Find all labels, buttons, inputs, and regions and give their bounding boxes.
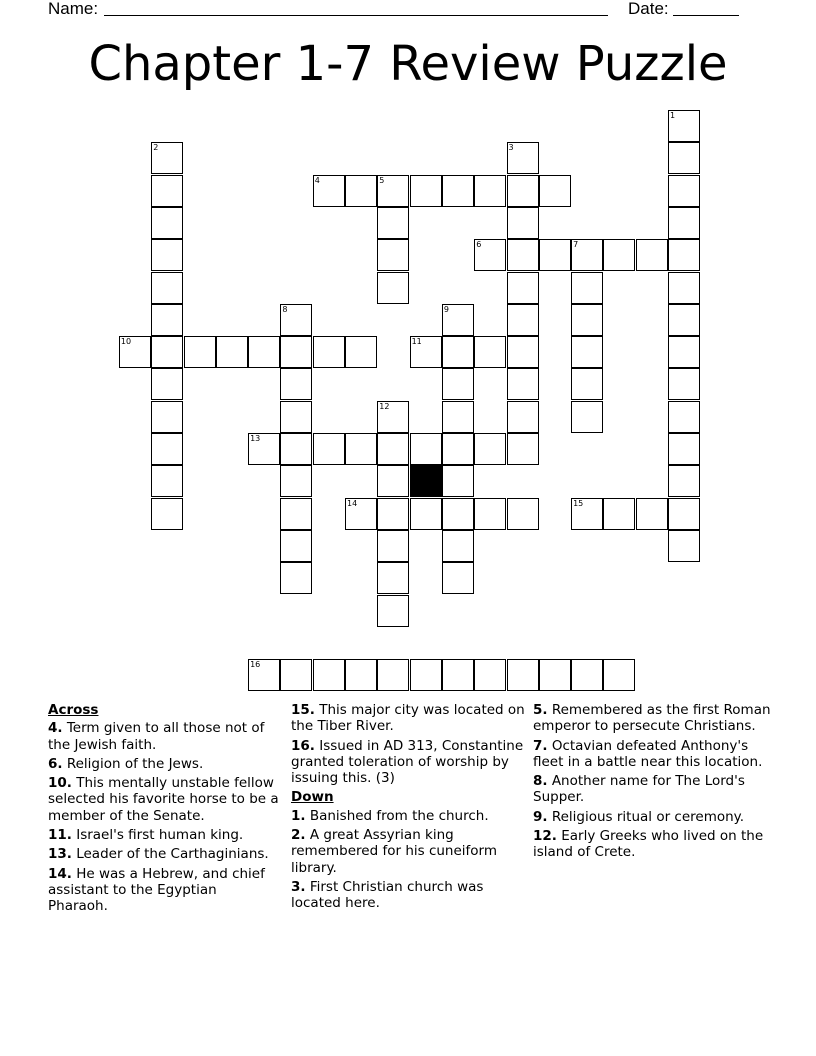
grid-cell[interactable]	[280, 498, 312, 530]
grid-cell[interactable]	[313, 433, 345, 465]
grid-cell[interactable]	[603, 498, 635, 530]
clue-number: 6.	[48, 755, 63, 772]
grid-cell[interactable]	[668, 304, 700, 336]
clue-item	[533, 773, 773, 806]
clue-number: 1.	[291, 807, 306, 824]
grid-cell[interactable]	[442, 336, 474, 368]
grid-cell[interactable]	[313, 659, 345, 691]
across-clue-list-continued	[291, 702, 527, 786]
grid-cell[interactable]	[507, 659, 539, 691]
clue-item	[48, 827, 280, 843]
grid-cell[interactable]	[377, 465, 409, 497]
clue-text: He was a Hebrew, and chief assistant to the Egyptian Pharaoh.	[48, 865, 265, 915]
grid-cell[interactable]	[410, 498, 442, 530]
grid-cell[interactable]	[507, 175, 539, 207]
grid-cell[interactable]	[668, 368, 700, 400]
clue-column-2	[291, 702, 527, 915]
cell-number: 12	[379, 401, 390, 411]
grid-cell[interactable]	[442, 659, 474, 691]
grid-cell[interactable]	[248, 659, 280, 691]
grid-cell[interactable]	[474, 175, 506, 207]
grid-cell[interactable]	[151, 142, 183, 174]
clue-number: 15.	[291, 702, 315, 718]
grid-cell[interactable]	[377, 595, 409, 627]
clue-text: Remembered as the first Roman emperor to persecute Christians.	[533, 702, 771, 735]
clue-text: Early Greeks who lived on the island of Crete.	[533, 828, 764, 861]
grid-cell[interactable]	[668, 272, 700, 304]
clue-text: Leader of the Carthaginians.	[71, 846, 269, 863]
clue-item	[533, 738, 773, 771]
cell-number: 7	[573, 240, 579, 250]
grid-cell[interactable]	[668, 401, 700, 433]
grid-cell[interactable]	[151, 401, 183, 433]
grid-cell[interactable]	[377, 401, 409, 433]
grid-cell[interactable]	[280, 562, 312, 594]
clue-item	[291, 702, 527, 735]
down-clue-list	[291, 808, 527, 912]
grid-cell[interactable]	[410, 175, 442, 207]
page-title: Chapter 1-7 Review Puzzle	[88, 36, 728, 92]
grid-cell[interactable]	[571, 239, 603, 271]
clue-item	[48, 866, 280, 915]
grid-cell[interactable]	[507, 368, 539, 400]
clue-item	[291, 738, 527, 787]
grid-cell[interactable]	[280, 304, 312, 336]
grid-cell[interactable]	[280, 433, 312, 465]
grid-cell[interactable]	[216, 336, 248, 368]
grid-cell[interactable]	[151, 336, 183, 368]
clue-number: 9.	[533, 808, 548, 825]
cell-number: 11	[411, 337, 422, 347]
grid-cell[interactable]	[410, 433, 442, 465]
grid-cell[interactable]	[345, 659, 377, 691]
grid-cell[interactable]	[668, 465, 700, 497]
grid-cell[interactable]	[668, 530, 700, 562]
grid-cell[interactable]	[442, 530, 474, 562]
cell-number: 4	[314, 175, 320, 185]
grid-cell[interactable]	[377, 659, 409, 691]
grid-cell[interactable]	[571, 272, 603, 304]
grid-cell[interactable]	[507, 401, 539, 433]
date-label: Date:	[628, 0, 669, 18]
grid-cell[interactable]	[377, 207, 409, 239]
grid-cell[interactable]	[184, 336, 216, 368]
cell-number: 10	[120, 337, 132, 347]
clue-text: This major city was located on the Tiber River.	[291, 702, 525, 735]
grid-cell[interactable]	[668, 336, 700, 368]
clue-column-1	[48, 702, 280, 918]
grid-cell[interactable]	[345, 336, 377, 368]
clue-item	[291, 827, 527, 876]
clue-text: First Christian church was located here.	[291, 878, 484, 912]
cell-number: 3	[508, 143, 514, 153]
grid-cell[interactable]	[377, 272, 409, 304]
clue-number: 5.	[533, 702, 548, 718]
grid-cell[interactable]	[151, 304, 183, 336]
cell-number: 9	[443, 304, 449, 314]
clue-item	[48, 846, 280, 862]
grid-cell[interactable]	[507, 336, 539, 368]
clue-item	[533, 702, 773, 735]
grid-cell[interactable]	[636, 498, 668, 530]
clue-number: 12.	[533, 828, 557, 845]
clue-item	[48, 720, 280, 753]
grid-cell[interactable]	[442, 562, 474, 594]
grid-cell[interactable]	[539, 659, 571, 691]
grid-cell[interactable]	[442, 304, 474, 336]
down-clue-list-continued	[533, 702, 773, 861]
grid-cell[interactable]	[571, 401, 603, 433]
cell-number: 8	[282, 304, 288, 314]
grid-cell[interactable]	[280, 465, 312, 497]
clue-number: 16.	[291, 737, 315, 754]
grid-cell[interactable]	[377, 562, 409, 594]
cell-number: 1	[670, 111, 676, 120]
clue-text: Term given to all those not of the Jewish faith.	[48, 720, 265, 753]
grid-cell[interactable]	[410, 659, 442, 691]
clue-text: Religion of the Jews.	[62, 755, 204, 772]
cell-number: 16	[250, 660, 261, 670]
clue-text: Israel's first human king.	[71, 827, 244, 844]
grid-cell[interactable]	[377, 239, 409, 271]
clue-item	[48, 756, 280, 772]
clue-item	[533, 809, 773, 825]
clue-number: 4.	[48, 720, 63, 737]
grid-cell[interactable]	[442, 175, 474, 207]
clue-text: Issued in AD 313, Constantine granted toleration of worship by issuing this. (3)	[291, 737, 524, 787]
grid-cell[interactable]	[603, 239, 635, 271]
grid-cell[interactable]	[280, 401, 312, 433]
grid-cell[interactable]	[539, 175, 571, 207]
grid-cell[interactable]	[280, 659, 312, 691]
grid-cell[interactable]	[151, 239, 183, 271]
grid-cell[interactable]	[668, 498, 700, 530]
grid-cell[interactable]	[442, 498, 474, 530]
grid-cell[interactable]	[248, 336, 280, 368]
clue-number: 2.	[291, 827, 306, 844]
clue-text: Another name for The Lord's Supper.	[533, 773, 745, 806]
grid-cell[interactable]	[474, 433, 506, 465]
grid-cell[interactable]	[507, 304, 539, 336]
grid-cell[interactable]	[345, 175, 377, 207]
clue-item	[533, 828, 773, 861]
grid-cell[interactable]	[571, 304, 603, 336]
clue-text: A great Assyrian king remembered for his cuneiform library.	[291, 827, 498, 876]
grid-cell[interactable]	[507, 142, 539, 174]
grid-cell[interactable]	[507, 272, 539, 304]
grid-cell[interactable]	[668, 110, 700, 142]
name-label: Name:	[48, 0, 99, 18]
clue-item	[291, 879, 527, 912]
grid-cell[interactable]	[571, 336, 603, 368]
grid-cell[interactable]	[280, 336, 312, 368]
grid-cell[interactable]	[442, 465, 474, 497]
grid-cell[interactable]	[474, 659, 506, 691]
cell-number: 13	[250, 434, 261, 443]
grid-cell[interactable]	[507, 207, 539, 239]
grid-cell[interactable]	[636, 239, 668, 271]
grid-cell[interactable]	[442, 401, 474, 433]
clue-number: 8.	[533, 773, 548, 790]
grid-cell[interactable]	[474, 336, 506, 368]
grid-cell[interactable]	[377, 530, 409, 562]
grid-cell[interactable]	[345, 433, 377, 465]
grid-cell[interactable]	[668, 239, 700, 271]
black-cell	[410, 465, 442, 497]
grid-cell[interactable]	[410, 336, 442, 368]
grid-cell[interactable]	[280, 368, 312, 400]
clue-number: 14.	[48, 865, 72, 882]
cell-number: 5	[379, 175, 385, 185]
grid-cell[interactable]	[668, 142, 700, 174]
grid-cell[interactable]	[151, 207, 183, 239]
clue-text: Octavian defeated Anthony's fleet in a battle near this location.	[533, 737, 763, 770]
grid-cell[interactable]	[539, 239, 571, 271]
cell-number: 15	[573, 498, 584, 508]
grid-cell[interactable]	[507, 433, 539, 465]
clue-item	[48, 775, 280, 824]
across-heading: Across	[48, 702, 99, 718]
grid-cell[interactable]	[313, 336, 345, 368]
grid-cell[interactable]	[571, 368, 603, 400]
grid-cell[interactable]	[603, 659, 635, 691]
clue-number: 3.	[291, 878, 306, 895]
grid-cell[interactable]	[668, 207, 700, 239]
grid-cell[interactable]	[668, 433, 700, 465]
clue-text: Religious ritual or ceremony.	[547, 808, 745, 825]
cell-number: 6	[476, 240, 482, 250]
cell-number: 14	[347, 498, 358, 508]
grid-cell[interactable]	[571, 498, 603, 530]
grid-cell[interactable]	[377, 498, 409, 530]
clue-text: This mentally unstable fellow selected his favorite horse to be a member of the Senate.	[48, 775, 279, 824]
grid-cell[interactable]	[507, 498, 539, 530]
grid-cell[interactable]	[474, 239, 506, 271]
grid-cell[interactable]	[151, 498, 183, 530]
grid-cell[interactable]	[313, 175, 345, 207]
grid-cell[interactable]	[151, 368, 183, 400]
grid-cell[interactable]	[507, 239, 539, 271]
grid-cell[interactable]	[280, 530, 312, 562]
clue-number: 11.	[48, 827, 72, 844]
across-clue-list	[48, 720, 280, 914]
grid-cell[interactable]	[377, 433, 409, 465]
grid-cell[interactable]	[668, 175, 700, 207]
grid-cell[interactable]	[571, 659, 603, 691]
grid-cell[interactable]	[442, 368, 474, 400]
grid-cell[interactable]	[345, 498, 377, 530]
down-heading: Down	[291, 789, 334, 806]
grid-cell[interactable]	[119, 336, 151, 368]
grid-cell[interactable]	[248, 433, 280, 465]
clue-column-3	[533, 702, 773, 864]
clue-number: 13.	[48, 846, 72, 863]
clue-number: 7.	[533, 737, 548, 754]
clue-number: 10.	[48, 775, 72, 792]
grid-cell[interactable]	[377, 175, 409, 207]
grid-cell[interactable]	[151, 175, 183, 207]
grid-cell[interactable]	[151, 465, 183, 497]
clue-text: Banished from the church.	[305, 807, 489, 824]
clue-item	[291, 808, 527, 824]
grid-cell[interactable]	[442, 433, 474, 465]
grid-cell[interactable]	[151, 433, 183, 465]
cell-number: 2	[153, 143, 159, 153]
grid-cell[interactable]	[474, 498, 506, 530]
grid-cell[interactable]	[151, 272, 183, 304]
